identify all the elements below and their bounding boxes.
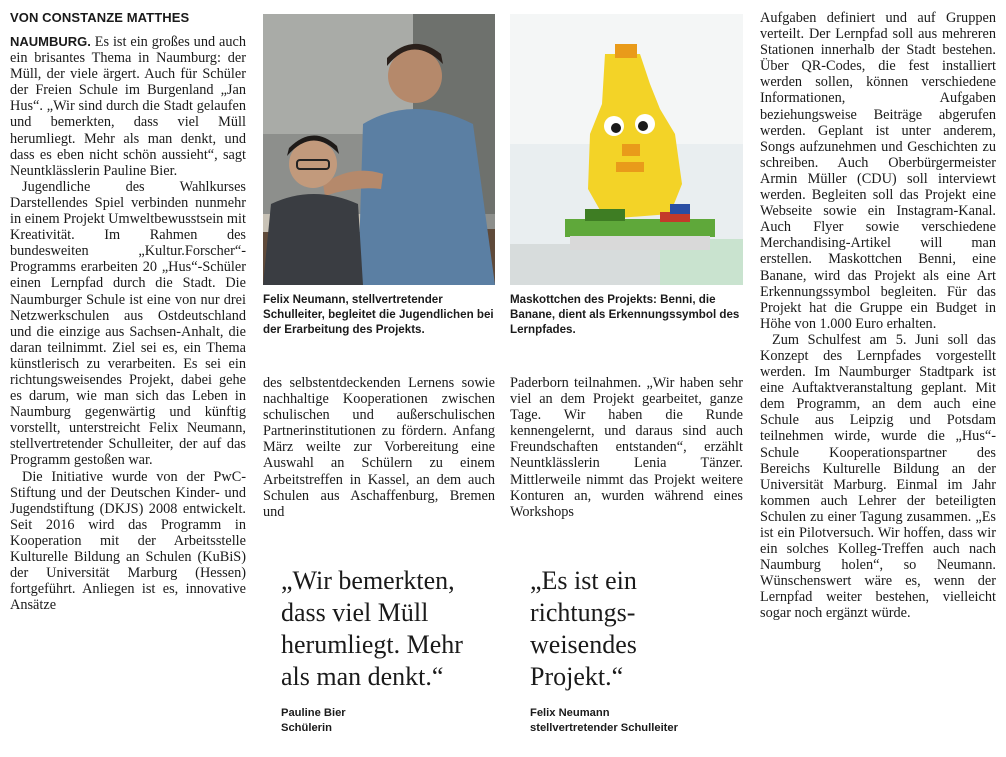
photo-caption: Maskottchen des Projekts: Benni, die Banane, dient als Erkennungssymbol des Lernpfades. (510, 293, 740, 336)
paragraph-text: Es ist ein großes und auch ein brisantes Thema in Naumburg: der Müll, der viele ärgert. Auch für Schüler der Freien Schule im Burgenland „Jan Hus“. „Wir sind durch die Stadt gelaufen und bemerkten, dass viel Müll herumliegt. Mehr als man denkt, und dass es eben nicht schön aussieht“, sagt Neuntklässlerin Pauline Bier. (10, 34, 246, 179)
article-paragraph: Aufgaben definiert und auf Gruppen verteilt. Der Lernpfad soll aus mehreren Stationen innerhalb der Stadt bestehen. Über QR-Codes, die fest installiert werden sollen, können verschiedene Informationen, Aufgaben beziehungsweise Beiträge abgerufen werden. Geplant ist unter anderem, Songs aufzunehmen und Geschichten zu schreiben. Auch Oberbürgermeister Armin Müller (CDU) soll interviewt werden. Begleiten soll das Projekt eine Webseite sowie ein Instagram-Kanal. Auch Flyer sowie verschiedene Merchandising-Artikel will man erstellen. Maskottchen Benni, eine Banane, wird das Projekt als eine Art Erkennungssymbol begleiten. Für das Projekt hat die Gruppe ein Budget in Höhe von 1.000 Euro erhalten. (760, 10, 996, 332)
article-paragraph: Jugendliche des Wahlkurses Darstellendes Spiel verbinden nunmehr in einem Projekt Umweltbewusstsein mit Kreativität. Im Rahmen des bundesweiten „Kultur.Forscher“-Programms erarbeiten 20 „Hus“-Schüler einen Lernpfad durch die Stadt. Die Naumburger Schule ist eine von nur drei Netzwerkschulen aus Ostdeutschland und die einzige aus Sachsen-Anhalt, die daran teilnimmt. Ziel sei es, ein Thema künstlerisch zu verarbeiten. Es sei ein richtungsweisendes Projekt, dabei gehe es darum, wie man sich das Leben in Naumburg gegenwärtig und künftig vorstellt, unterstreicht Felix Neumann, stellvertretender Schulleiter, der auf das Programm gestoßen war. (10, 178, 246, 469)
article-paragraph: Zum Schulfest am 5. Juni soll das Konzept des Lernpfades vorgestellt werden. Im Naumburger Stadtpark ist eine Auftaktveranstaltung geplant. Mit dem Programm, an dem auch eine Schule aus Leipzig und Potsdam teilnehmen wirde, wurde die „Hus“-Schule Kooperationspartner des Bereichs Kulturelle Bildung an der Universität Marburg. Einmal im Jahr kommen auch Lehrer der beteiligten Schulen zu einer Tagung zusammen. „Es ist ein Pilotversuch. Wir hoffen, dass wir ein solches Kolleg-Treffen auch nach Naumburg holen“, so Neumann. Wünschenswert wäre es, wenn der Lernpfad weiter bestehen, vielleicht sogar noch ergänzt würde. (760, 331, 996, 622)
article-paragraph (10, 34, 246, 179)
article-paragraph: Paderborn teilnahmen. „Wir haben sehr viel an dem Projekt gearbeitet, ganze Tage. Wir haben die Runde kennengelernt, und daraus sind auch Freundschaften entstanden“, erzählt Neuntklässlerin Lenia Tänzer. Mittlerweile nimmt das Projekt weitere Konturen an, wurden während eines Workshops (510, 375, 743, 520)
pull-quote-attribution (530, 706, 740, 736)
photo-caption: Felix Neumann, stellvertretender Schulleiter, begleitet die Jugendlichen bei der Erarbeitung des Projekts. (263, 293, 494, 336)
photo-mascot (510, 14, 743, 285)
photo-mascot-image (510, 14, 743, 285)
article-column-4 (760, 10, 996, 622)
article-paragraph: des selbstentdeckenden Lernens sowie nachhaltige Kooperationen zwischen schulischen und außerschulischen Partnerinstitutionen zu fördern. Anfang März weilte zur Vorbereitung eine Auswahl an Schülern zu einem Arbeitstreffen in Kassel, an dem auch Schulen aus Aschaffenburg, Bremen und (263, 375, 495, 520)
pull-quote-attribution (281, 706, 496, 736)
quote-person-role: Schülerin (281, 722, 332, 734)
photo-teacher-student (263, 14, 495, 285)
article-column-2 (263, 375, 495, 520)
quote-person-name: Felix Neumann (530, 707, 610, 719)
article-column-1 (10, 34, 246, 613)
article-column-3 (510, 375, 743, 520)
pull-quote: „Es ist ein richtungs-weisendes Projekt.“ (530, 566, 637, 691)
photo-teacher-student-image (263, 14, 495, 285)
article-paragraph: Die Initiative wurde von der PwC-Stiftung und der Deutschen Kinder- und Jugendstiftung (DKJS) 2008 entwickelt. Seit 2016 wird das Programm in Kooperation mit der Arbeitsstelle Kulturelle Bildung an Schulen (KuBiS) der Universität Marburg (Hessen) fortgeführt. Anliegen ist es, innovative Ansätze (10, 468, 246, 614)
pull-quote: „Wir bemerkten, dass viel Müll herumliegt. Mehr als man denkt.“ (281, 566, 463, 691)
quote-person-role: stellvertretender Schulleiter (530, 722, 678, 734)
quote-person-name: Pauline Bier (281, 707, 346, 719)
byline: VON CONSTANZE MATTHES (10, 10, 190, 25)
dateline: NAUMBURG. (10, 34, 91, 49)
